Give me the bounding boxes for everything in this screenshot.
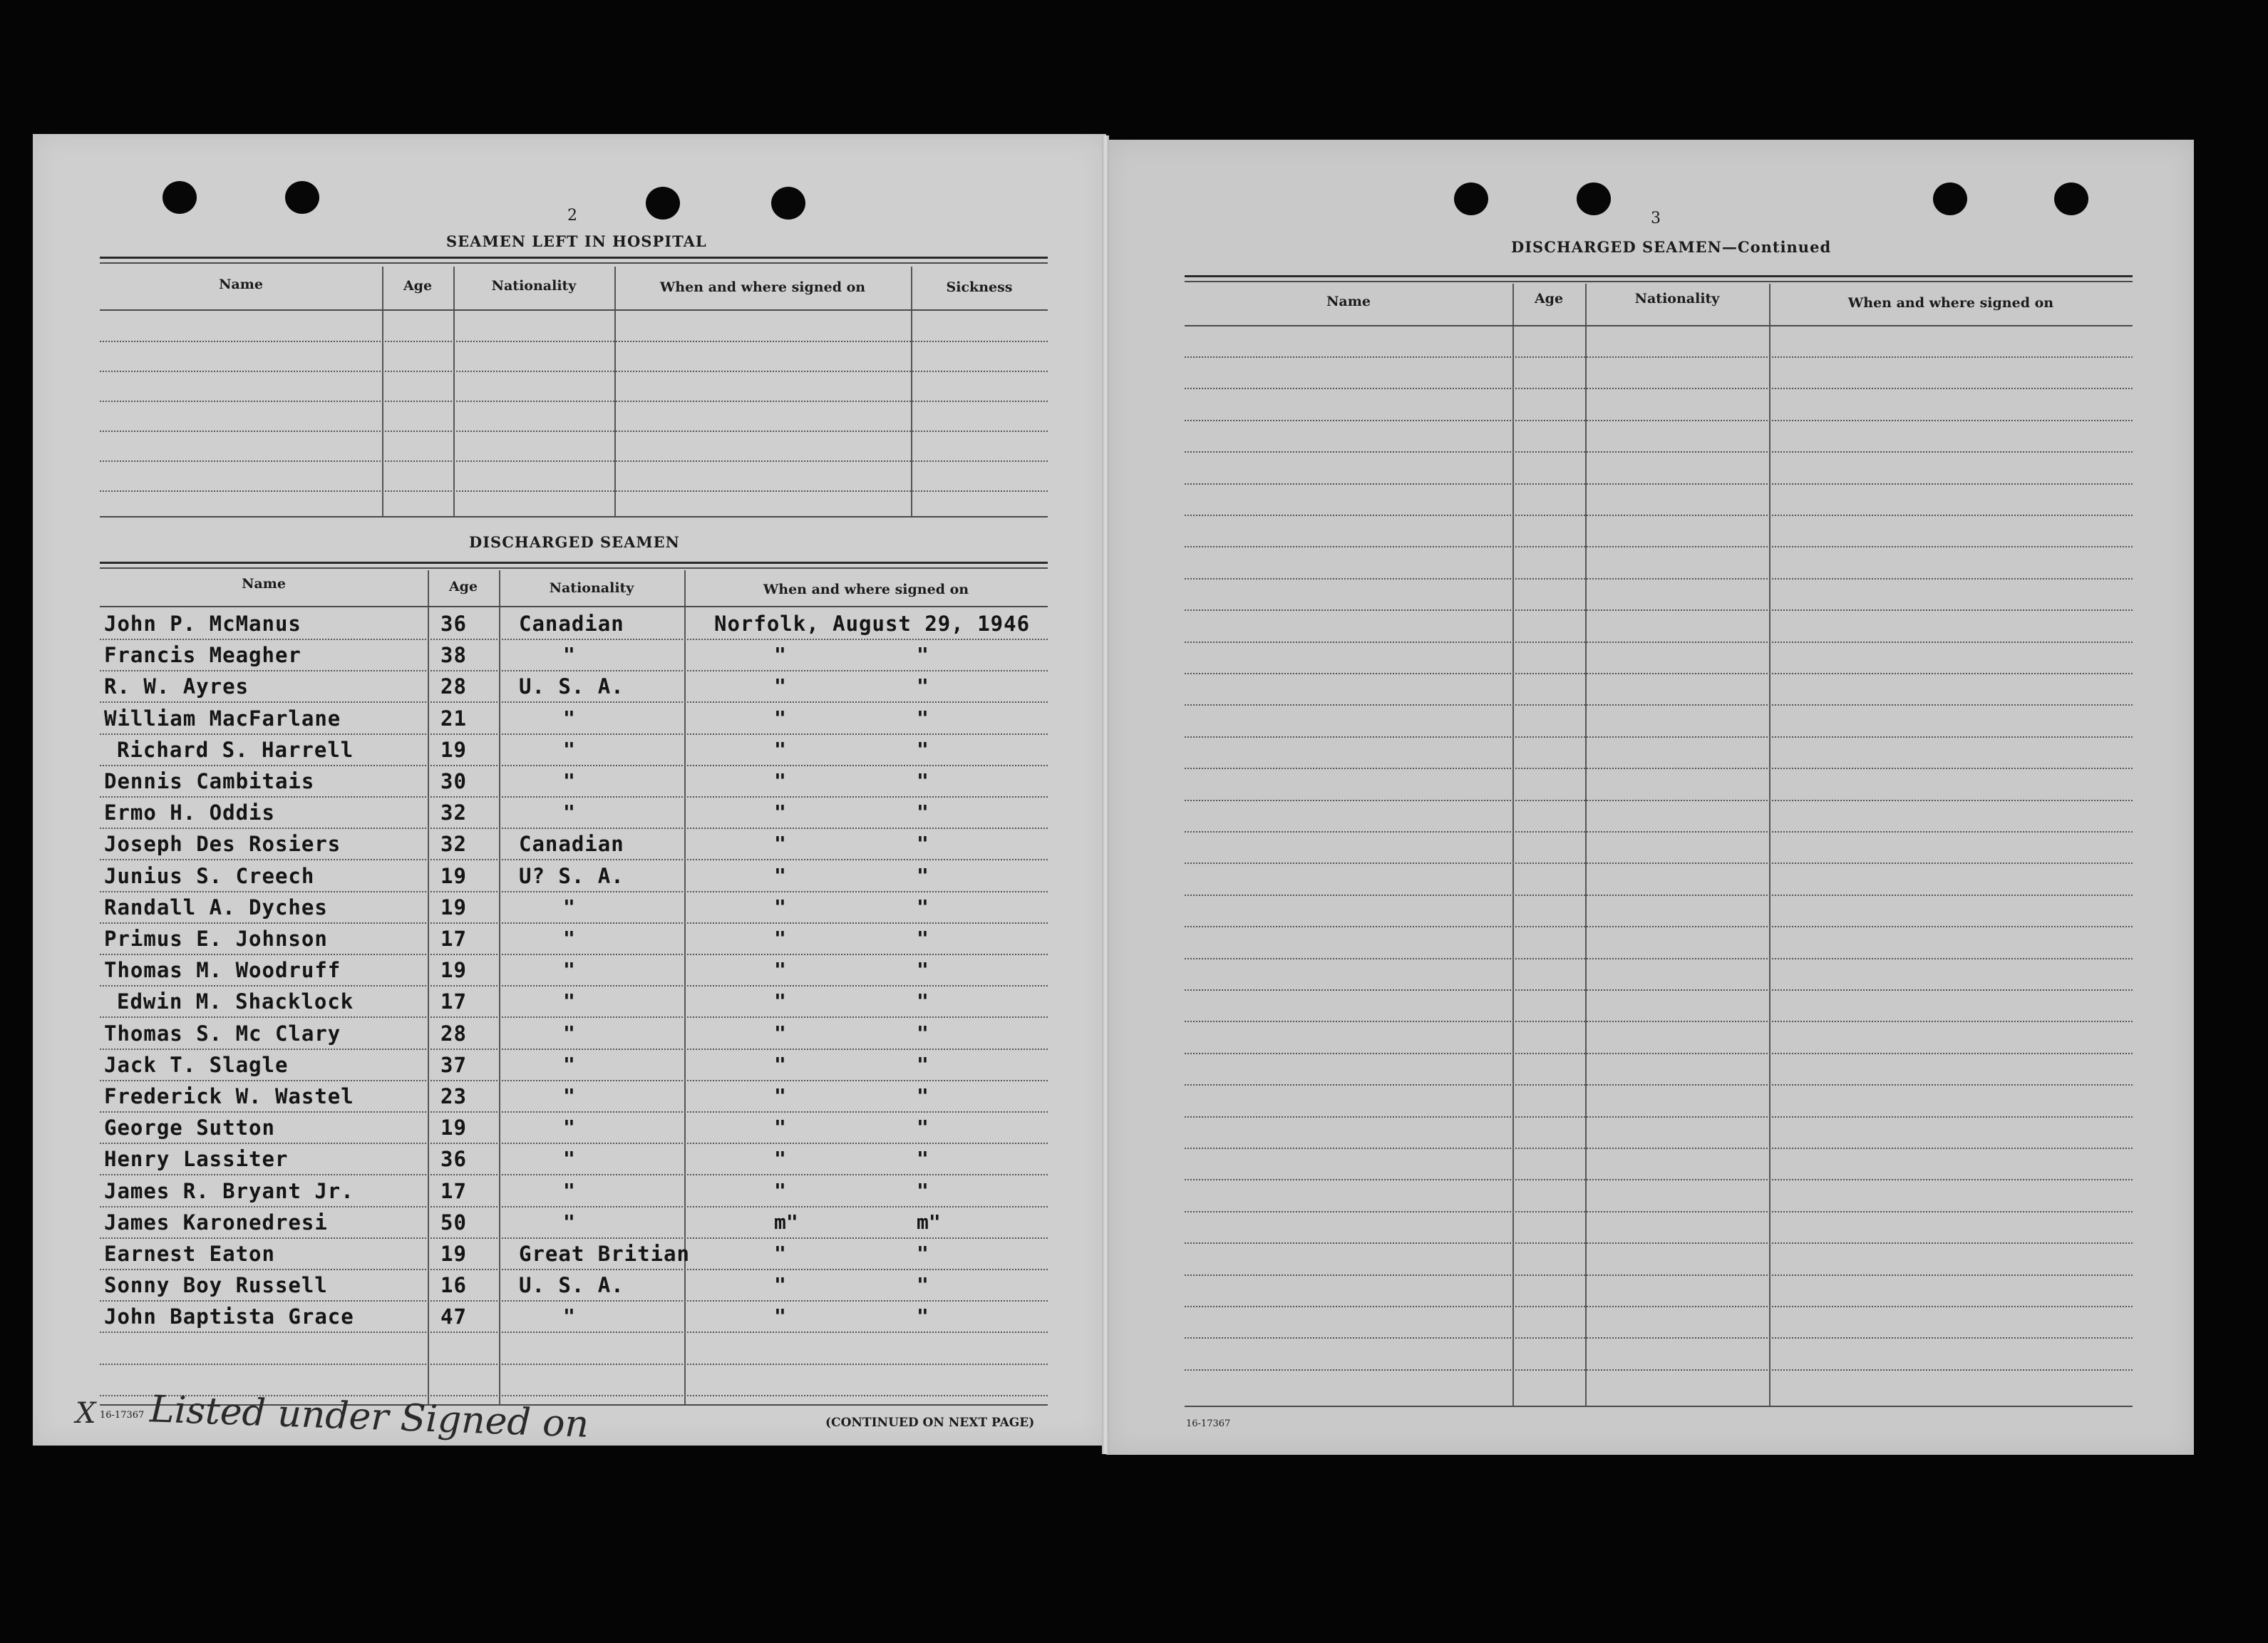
seaman-name: John P. McManus [104, 612, 301, 636]
section-title-hospital: SEAMEN LEFT IN HOSPITAL [446, 232, 707, 250]
row-rule [1185, 1053, 2133, 1054]
punch-hole [1577, 182, 1611, 215]
punch-hole [646, 187, 680, 220]
seaman-name: Dennis Cambitais [104, 769, 315, 793]
seaman-nationality: " [563, 1084, 575, 1108]
seaman-name: John Baptista Grace [104, 1304, 354, 1329]
ditto-mark: " [917, 864, 929, 887]
row-rule [100, 1237, 1048, 1239]
column-header: Name [1326, 294, 1371, 309]
row-rule [1185, 451, 2133, 453]
ditto-mark: " [917, 738, 929, 761]
seaman-nationality: " [563, 643, 575, 666]
seaman-name: Frederick W. Wastel [104, 1084, 354, 1108]
ditto-mark: " [917, 769, 929, 793]
row-rule [1185, 958, 2133, 959]
row-rule [1185, 1369, 2133, 1371]
seaman-signed-on: " [774, 958, 786, 982]
ditto-mark: m" [917, 1210, 941, 1234]
table-rule [100, 257, 1048, 259]
row-rule [100, 1364, 1048, 1365]
table-rule [100, 309, 1048, 311]
seaman-nationality: " [563, 1147, 575, 1170]
row-rule [100, 1174, 1048, 1175]
row-rule [1185, 609, 2133, 611]
ditto-mark: " [917, 643, 929, 666]
row-rule [1185, 1021, 2133, 1022]
row-rule [100, 1269, 1048, 1270]
row-rule [1185, 1116, 2133, 1118]
seaman-nationality: " [563, 927, 575, 950]
row-rule [100, 765, 1048, 766]
ditto-mark: " [917, 674, 929, 698]
ditto-mark: " [917, 1273, 929, 1297]
column-rule [428, 570, 429, 1404]
seaman-signed-on: " [774, 1084, 786, 1108]
row-rule [1185, 483, 2133, 485]
ditto-mark: " [917, 1179, 929, 1202]
row-rule [100, 1206, 1048, 1207]
row-rule [100, 1016, 1048, 1018]
seaman-nationality: " [563, 1210, 575, 1234]
seaman-nationality: " [563, 800, 575, 824]
table-rule [1185, 281, 2133, 282]
punch-hole [285, 181, 319, 214]
seaman-signed-on: " [774, 674, 786, 698]
row-rule [1185, 989, 2133, 991]
seaman-age: 38 [440, 643, 467, 667]
column-rule [382, 267, 383, 517]
ditto-mark: " [917, 800, 929, 824]
seaman-nationality: Canadian [519, 832, 624, 856]
row-rule [1185, 926, 2133, 927]
row-rule [100, 701, 1048, 703]
seaman-name: R. W. Ayres [104, 674, 249, 699]
seaman-nationality: U? S. A. [519, 864, 624, 888]
seaman-nationality: Great Britian [519, 1242, 690, 1266]
seaman-age: 19 [440, 1242, 467, 1266]
row-rule [100, 1111, 1048, 1113]
ditto-mark: " [917, 706, 929, 730]
table-rule [100, 567, 1048, 569]
seaman-nationality: " [563, 1116, 575, 1139]
row-rule [100, 670, 1048, 671]
row-rule [100, 460, 1048, 462]
seaman-name: Jack T. Slagle [104, 1053, 289, 1077]
seaman-nationality: " [563, 958, 575, 982]
seaman-name: Sonny Boy Russell [104, 1273, 328, 1297]
ditto-mark: " [917, 1304, 929, 1328]
column-header: Name [219, 277, 263, 292]
punch-hole [1454, 182, 1488, 215]
seaman-name: Joseph Des Rosiers [104, 832, 341, 856]
column-header: When and where signed on [1847, 295, 2054, 311]
seaman-age: 17 [440, 927, 467, 951]
seaman-nationality: " [563, 895, 575, 919]
seaman-nationality: " [563, 738, 575, 761]
row-rule [1185, 736, 2133, 738]
row-rule [1185, 356, 2133, 358]
seaman-age: 32 [440, 800, 467, 825]
row-rule [100, 891, 1048, 892]
row-rule [1185, 1274, 2133, 1276]
row-rule [100, 1332, 1048, 1333]
punch-hole [2054, 182, 2088, 215]
seaman-age: 28 [440, 1021, 467, 1046]
seaman-signed-on: " [774, 1273, 786, 1297]
table-rule [100, 606, 1048, 607]
column-header: Nationality [549, 580, 634, 596]
seaman-name: George Sutton [104, 1116, 275, 1140]
seaman-signed-on: " [774, 1242, 786, 1265]
row-rule [100, 1143, 1048, 1144]
seaman-name: Randall A. Dyches [104, 895, 328, 920]
table-rule [100, 516, 1048, 517]
seaman-nationality: U. S. A. [519, 1273, 624, 1297]
row-rule [1185, 420, 2133, 421]
seaman-nationality: " [563, 1304, 575, 1328]
column-rule [911, 267, 912, 517]
seaman-age: 28 [440, 674, 467, 699]
form-number: 16-17367 [1186, 1418, 1231, 1429]
column-header: When and where signed on [763, 582, 969, 597]
row-rule [100, 1080, 1048, 1081]
ditto-mark: " [917, 1084, 929, 1108]
seaman-name: James Karonedresi [104, 1210, 328, 1235]
ditto-mark: " [917, 1147, 929, 1170]
punch-hole [163, 181, 197, 214]
column-header: Name [242, 576, 286, 592]
ditto-mark: " [917, 895, 929, 919]
row-rule [1185, 1242, 2133, 1244]
seaman-name: Junius S. Creech [104, 864, 315, 888]
column-header: Sickness [946, 279, 1013, 295]
row-rule [1185, 862, 2133, 864]
seaman-signed-on: " [774, 1053, 786, 1076]
ditto-mark: " [917, 832, 929, 855]
ditto-mark: " [917, 1116, 929, 1139]
seaman-nationality: " [563, 1179, 575, 1202]
seaman-name: Earnest Eaton [104, 1242, 275, 1266]
column-header: Nationality [491, 278, 577, 294]
column-rule [684, 570, 686, 1404]
seaman-age: 30 [440, 769, 467, 793]
row-rule [100, 733, 1048, 735]
seaman-signed-on: " [774, 927, 786, 950]
row-rule [1185, 642, 2133, 643]
seaman-signed-on: " [774, 1304, 786, 1328]
table-rule [1185, 1406, 2133, 1407]
row-rule [100, 828, 1048, 829]
row-rule [1185, 1211, 2133, 1212]
seaman-signed-on: " [774, 989, 786, 1013]
row-rule [100, 859, 1048, 860]
ditto-mark: " [917, 1242, 929, 1265]
row-rule [1185, 673, 2133, 674]
seaman-age: 19 [440, 895, 467, 920]
seaman-signed-on: " [774, 832, 786, 855]
seaman-name: Richard S. Harrell [117, 738, 354, 762]
column-header: Age [403, 278, 433, 294]
seaman-age: 16 [440, 1273, 467, 1297]
column-header: Nationality [1634, 291, 1720, 307]
ditto-mark: " [917, 958, 929, 982]
row-rule [100, 985, 1048, 987]
ditto-mark: " [917, 1053, 929, 1076]
row-rule [1185, 388, 2133, 389]
row-rule [100, 639, 1048, 640]
table-rule [1185, 325, 2133, 326]
seaman-signed-on: " [774, 800, 786, 824]
row-rule [1185, 1084, 2133, 1086]
row-rule [100, 341, 1048, 342]
row-rule [1185, 831, 2133, 833]
seaman-name: Ermo H. Oddis [104, 800, 275, 825]
seaman-signed-on: " [774, 895, 786, 919]
seaman-signed-on: " [774, 643, 786, 666]
column-header: Age [1534, 291, 1564, 307]
seaman-signed-on: " [774, 769, 786, 793]
column-header: Age [448, 579, 478, 594]
seaman-signed-on: " [774, 864, 786, 887]
seaman-nationality: " [563, 1053, 575, 1076]
seaman-age: 32 [440, 832, 467, 856]
handwritten-mark: X [76, 1397, 96, 1430]
ditto-mark: " [917, 927, 929, 950]
page-number: 2 [567, 207, 577, 225]
column-rule [499, 570, 500, 1404]
row-rule [1185, 704, 2133, 706]
seaman-signed-on: " [774, 1179, 786, 1202]
right-page [1106, 140, 2194, 1455]
ditto-mark: " [917, 989, 929, 1013]
row-rule [100, 796, 1048, 798]
row-rule [1185, 578, 2133, 580]
table-rule [100, 562, 1048, 564]
column-rule [614, 267, 616, 517]
seaman-age: 50 [440, 1210, 467, 1235]
row-rule [1185, 800, 2133, 801]
row-rule [1185, 1179, 2133, 1180]
seaman-signed-on: " [774, 1021, 786, 1045]
seaman-signed-on: m" [774, 1210, 798, 1234]
seaman-signed-on: " [774, 1147, 786, 1170]
seaman-age: 37 [440, 1053, 467, 1077]
seaman-signed-on: " [774, 738, 786, 761]
row-rule [100, 431, 1048, 432]
row-rule [1185, 895, 2133, 896]
continued-note: (CONTINUED ON NEXT PAGE) [825, 1416, 1035, 1430]
seaman-age: 19 [440, 958, 467, 982]
seaman-name: William MacFarlane [104, 706, 341, 731]
seaman-age: 19 [440, 864, 467, 888]
row-rule [100, 1300, 1048, 1302]
row-rule [1185, 768, 2133, 769]
seaman-age: 19 [440, 1116, 467, 1140]
seaman-name: Henry Lassiter [104, 1147, 289, 1171]
row-rule [100, 954, 1048, 955]
row-rule [1185, 546, 2133, 547]
ditto-mark: " [917, 1021, 929, 1045]
seaman-age: 36 [440, 612, 467, 636]
page-fold [1102, 135, 1109, 1454]
seaman-nationality: " [563, 706, 575, 730]
row-rule [1185, 515, 2133, 516]
column-header: When and where signed on [659, 279, 866, 295]
table-rule [1185, 275, 2133, 277]
form-number: 16-17367 [100, 1410, 145, 1421]
section-title-discharged: DISCHARGED SEAMEN [469, 533, 680, 551]
table-rule [100, 262, 1048, 264]
row-rule [1185, 1306, 2133, 1307]
handwritten-note: Listed under Signed on [149, 1388, 590, 1446]
seaman-signed-on: " [774, 1116, 786, 1139]
row-rule [100, 922, 1048, 924]
seaman-nationality: " [563, 989, 575, 1013]
section-title-discharged-continued: DISCHARGED SEAMEN—Continued [1511, 238, 1832, 256]
seaman-age: 36 [440, 1147, 467, 1171]
row-rule [100, 401, 1048, 402]
seaman-name: Thomas S. Mc Clary [104, 1021, 341, 1046]
row-rule [100, 1049, 1048, 1050]
page-number: 3 [1651, 210, 1661, 227]
seaman-name: Primus E. Johnson [104, 927, 328, 951]
seaman-age: 21 [440, 706, 467, 731]
punch-hole [771, 187, 805, 220]
seaman-signed-on: Norfolk, August 29, 1946 [714, 612, 1031, 636]
punch-hole [1933, 182, 1967, 215]
seaman-nationality: " [563, 1021, 575, 1045]
row-rule [100, 371, 1048, 372]
seaman-age: 17 [440, 1179, 467, 1203]
seaman-nationality: U. S. A. [519, 674, 624, 699]
seaman-age: 19 [440, 738, 467, 762]
row-rule [1185, 1337, 2133, 1339]
row-rule [100, 490, 1048, 492]
column-rule [453, 267, 455, 517]
seaman-age: 47 [440, 1304, 467, 1329]
seaman-name: Thomas M. Woodruff [104, 958, 341, 982]
seaman-age: 23 [440, 1084, 467, 1108]
row-rule [1185, 1148, 2133, 1149]
seaman-signed-on: " [774, 706, 786, 730]
seaman-nationality: Canadian [519, 612, 624, 636]
seaman-name: Francis Meagher [104, 643, 301, 667]
seaman-name: Edwin M. Shacklock [117, 989, 354, 1014]
seaman-nationality: " [563, 769, 575, 793]
seaman-age: 17 [440, 989, 467, 1014]
seaman-name: James R. Bryant Jr. [104, 1179, 354, 1203]
